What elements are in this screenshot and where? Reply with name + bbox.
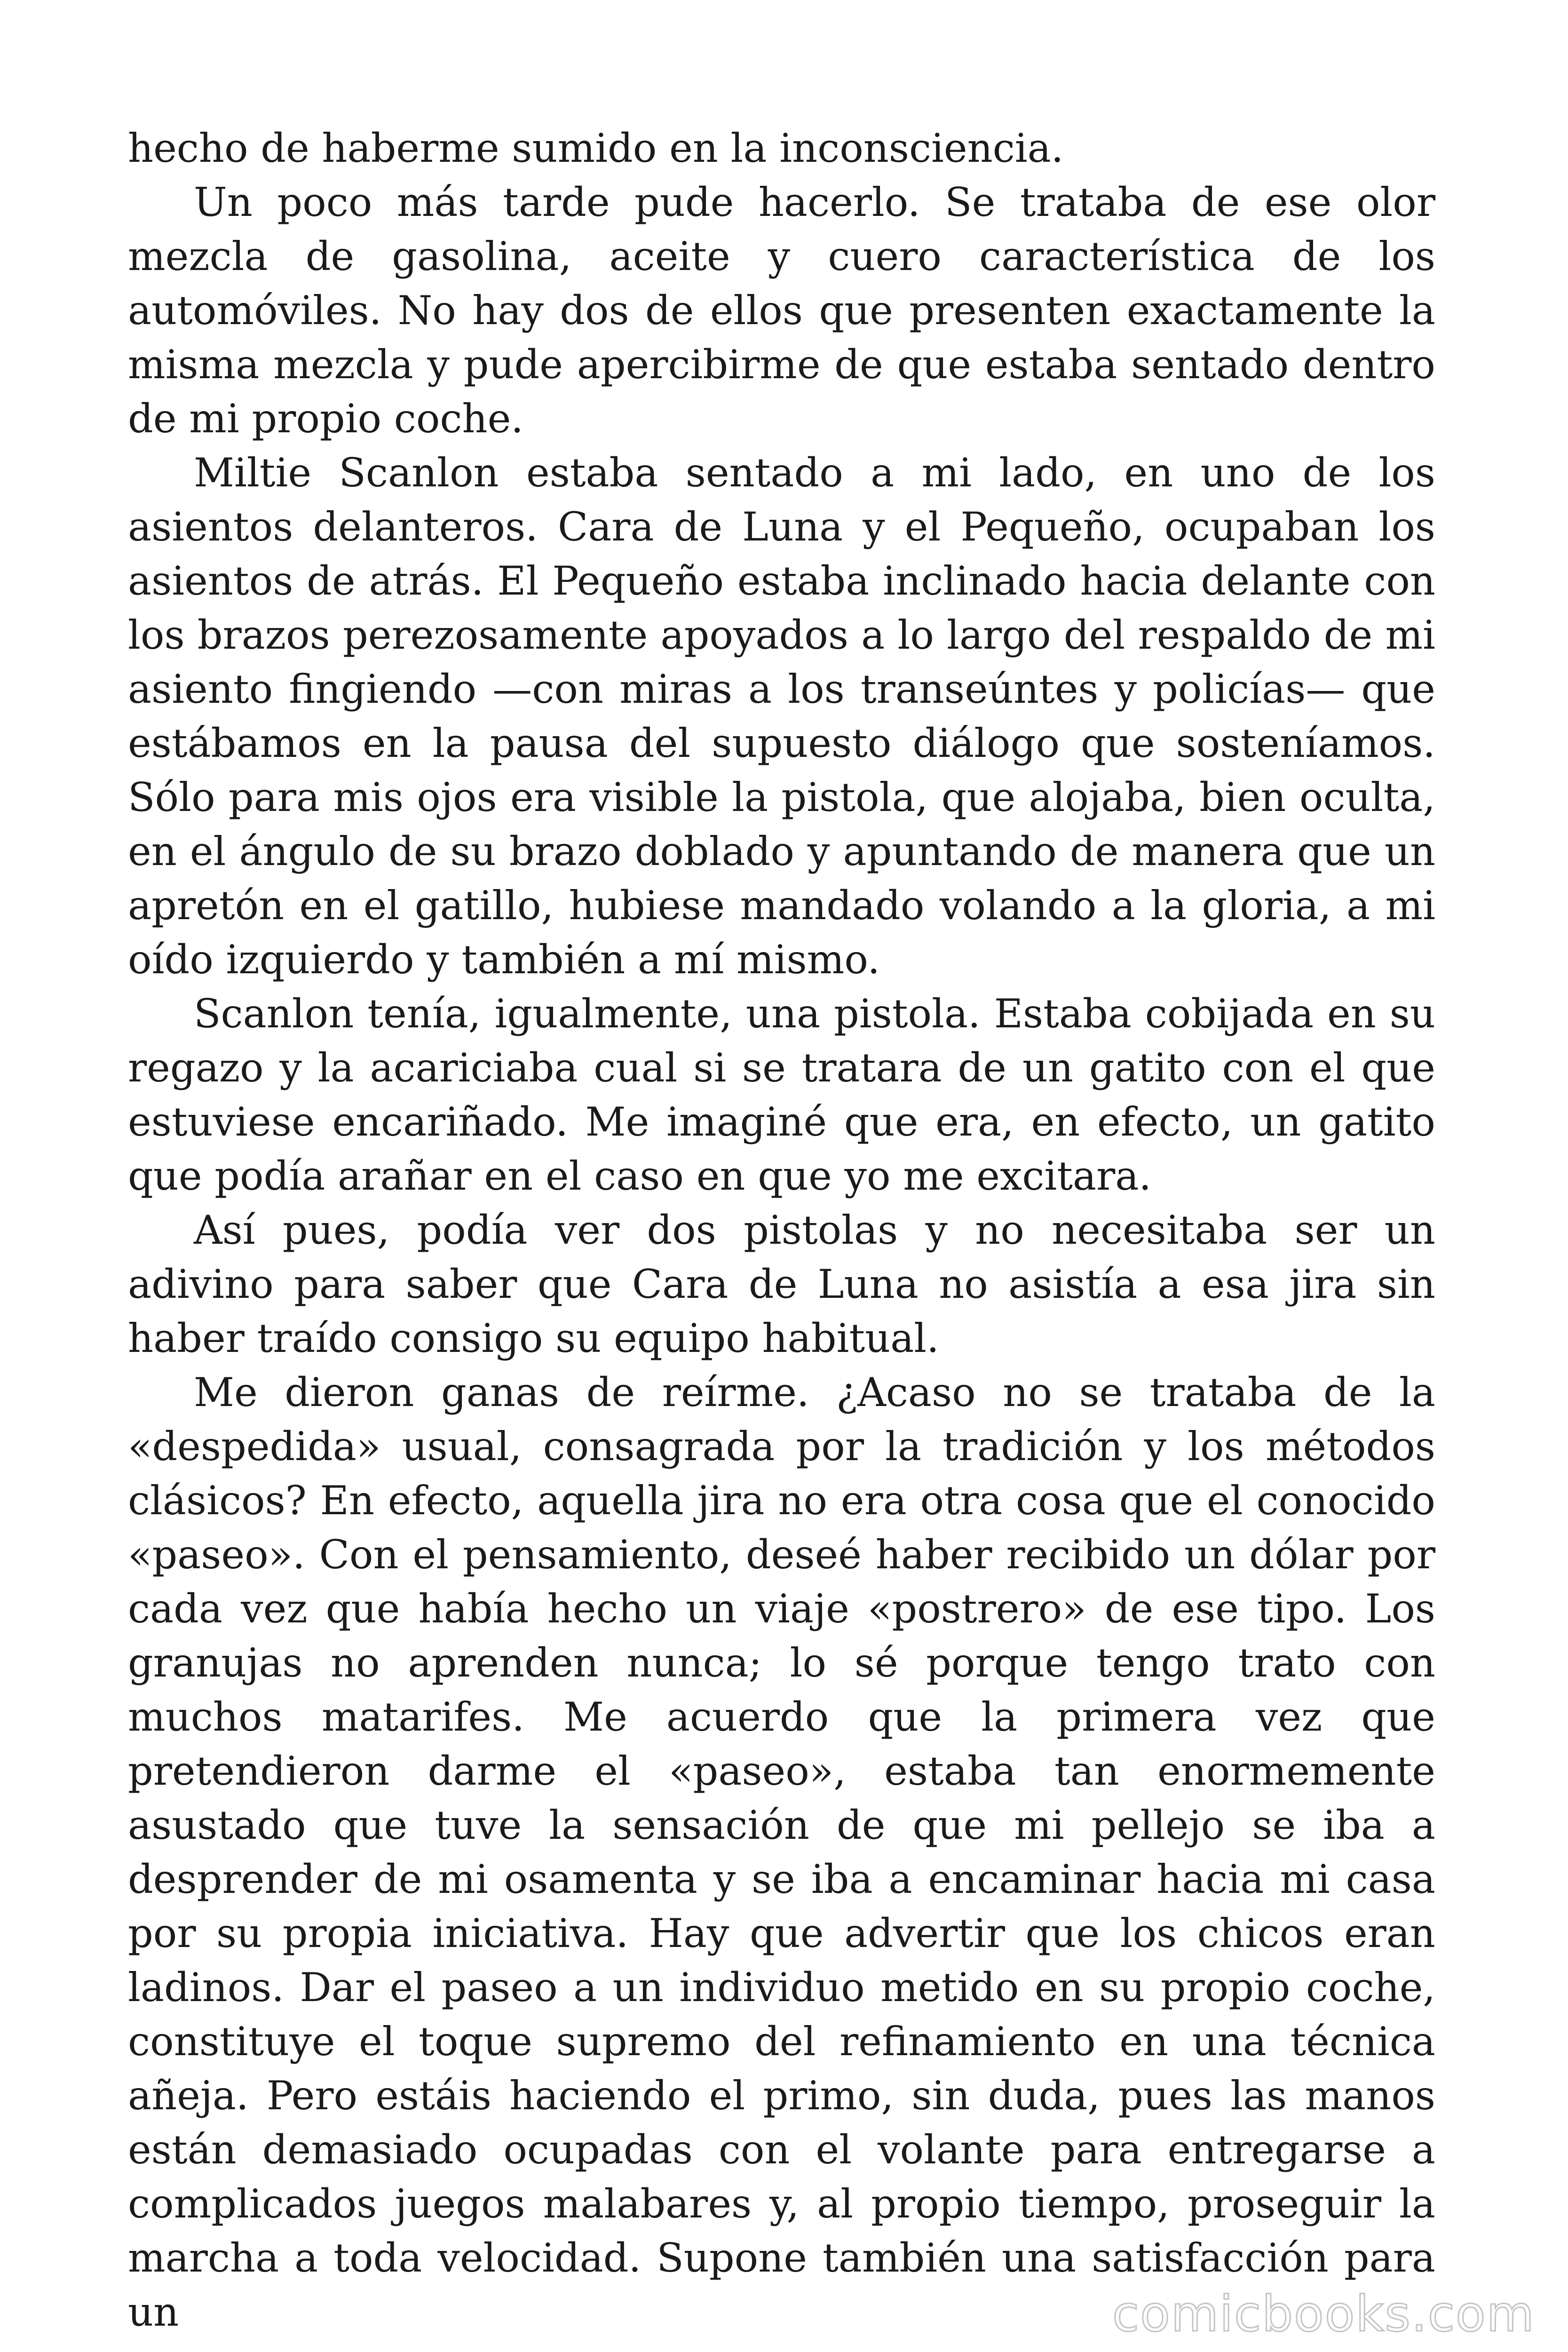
paragraph-2: Un poco más tarde pude hacerlo. Se trataba de ese olor mezcla de gasolina, aceite y cuero característica de los automóviles. No hay dos de ellos que presenten exactamente la misma mezcla y pude apercibirme de que estaba sentado dentro de mi propio coche. (128, 179, 1435, 442)
page-body (128, 121, 1435, 2339)
paragraph-5: Así pues, podía ver dos pistolas y no necesitaba ser un adivino para saber que Cara de Luna no asistía a esa jira sin haber traído consigo su equipo habitual. (128, 1207, 1435, 1361)
paragraph-3: Miltie Scanlon estaba sentado a mi lado, en uno de los asientos delanteros. Cara de Luna y el Pequeño, ocupaban los asientos de atrás. El Pequeño estaba inclinado hacia delante con los brazos perezosamente apoyados a lo largo del respaldo de mi asiento fingiendo —con miras a los transeúntes y policías— que estábamos en la pausa del supuesto diálogo que sosteníamos. Sólo para mis ojos era visible la pistola, que alojaba, bien oculta, en el ángulo de su brazo doblado y apuntando de manera que un apretón en el gatillo, hubiese mandado volando a la gloria, a mi oído izquierdo y también a mí mismo. (128, 450, 1435, 983)
paragraph-6: Me dieron ganas de reírme. ¿Acaso no se trataba de la «despedida» usual, consagrada por la tradición y los métodos clásicos? En efecto, aquella jira no era otra cosa que el conocido «paseo». Con el pensamiento, deseé haber recibido un dólar por cada vez que había hecho un viaje «postrero» de ese tipo. Los granujas no aprenden nunca; lo sé porque tengo trato con muchos matarifes. Me acuerdo que la primera vez que pretendieron darme el «paseo», estaba tan enormemente asustado que tuve la sensación de que mi pellejo se iba a desprender de mi osamenta y se iba a encaminar hacia mi casa por su propia iniciativa. Hay que advertir que los chicos eran ladinos. Dar el paseo a un individuo metido en su propio coche, constituye el toque supremo del refinamiento en una técnica añeja. Pero estáis haciendo el primo, sin duda, pues las manos están demasiado ocupadas con el volante para entregarse a complicados juegos malabares y, al propio tiempo, proseguir la marcha a toda velocidad. Supone también una satisfacción para un (128, 1369, 1435, 2335)
watermark: comicbooks.com (1112, 2285, 1535, 2343)
paragraph-1: hecho de haberme sumido en la inconsciencia. (128, 125, 1064, 171)
paragraph-4: Scanlon tenía, igualmente, una pistola. Estaba cobijada en su regazo y la acariciaba cual si se tratara de un gatito con el que estuviese encariñado. Me imaginé que era, en efecto, un gatito que podía arañar en el caso en que yo me excitara. (128, 991, 1435, 1199)
